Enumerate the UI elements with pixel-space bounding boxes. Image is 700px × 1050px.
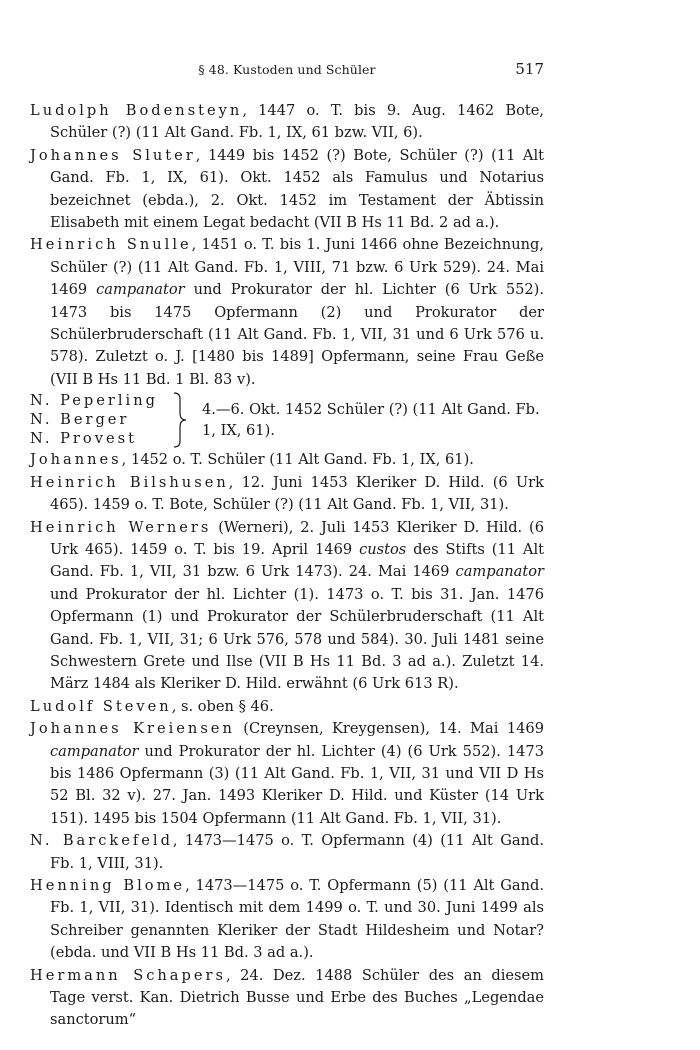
- entry-text: , 1473—1475 o. T. Opfermann (5) (11 Alt Gand. Fb. 1, VII, 31). Identisch mit dem 1499 o. T. und 30. Juni 1499 als Schreiber genannten Kleriker der Stadt Hildesheim und Notar? (ebda. und VII B Hs 11 Bd. 3 ad a.).: [50, 877, 544, 962]
- entry-name: Johannes: [30, 451, 122, 469]
- entry-name: Hermann Schapers: [30, 966, 226, 984]
- entry-text: , 12. Juni 1453 Kleriker D. Hild. (6 Urk 465). 1459 o. T. Bote, Schüler (?) (11 Alt Gand. Fb. 1, VII, 31).: [50, 473, 544, 514]
- brace-icon: [170, 391, 202, 449]
- grouped-entries: [30, 391, 544, 449]
- entry-heinrich-werners: [30, 517, 544, 696]
- entry-heinrich-snulle: [30, 234, 544, 391]
- entry-n-barckefeld: [30, 830, 544, 875]
- entry-italic-term: campanator: [50, 742, 139, 760]
- entry-text: (Werneri), 2. Juli 1453 Kleriker D. Hild. (6 Urk 465). 1459 o. T. bis 19. April 1469: [50, 518, 544, 558]
- entry-text: , 1452 o. T. Schüler (11 Alt Gand. Fb. 1, IX, 61).: [121, 451, 474, 469]
- group-names: [30, 391, 168, 448]
- entry-johannes: [30, 449, 544, 471]
- entry-text: und Prokurator der hl. Lichter (1). 1473 o. T. bis 31. Jan. 1476 Opfermann (1) und Prokurator der Schülerbruderschaft (11 Alt Gand. Fb. 1, VII, 31; 6 Urk 576, 578 und 584). 30. Juli 1481 seine Schwestern Grete und Ilse (VII B Hs 11 Bd. 3 ad a.). Zuletzt 14. März 1484 als Kleriker D. Hild. erwähnt (6 Urk 613 R).: [50, 585, 544, 693]
- entry-text: und Prokurator der hl. Lichter (4) (6 Urk 552). 1473 bis 1486 Opfermann (3) (11 Alt Gand. Fb. 1, VII, 31 und VII D Hs 52 Bl. 32 v). 27. Jan. 1493 Kleriker D. Hild. und Küster (14 Urk 151). 1495 bis 1504 Opfermann (11 Alt Gand. Fb. 1, VII, 31).: [50, 742, 544, 827]
- entry-text: , 1451 o. T. bis 1. Juni 1466 ohne Bezeichnung, Schüler (?) (11 Alt Gand. Fb. 1, VIII, 71 bzw. 6 Urk 529). 24. Mai 1469: [50, 236, 544, 299]
- entry-name: Heinrich Werners: [30, 518, 212, 536]
- entry-name: N. Barckefeld: [30, 832, 173, 850]
- entry-text: , 24. Dez. 1488 Schüler des an diesem Tage verst. Kan. Dietrich Busse und Erbe des Buches „Legendae sanctorum“: [50, 966, 545, 1029]
- entry-heinrich-bilshusen: [30, 472, 544, 517]
- page-body: [30, 100, 544, 1032]
- entry-name: Heinrich Snulle: [30, 236, 192, 254]
- page-number: 517: [515, 60, 544, 78]
- entry-text: (Creynsen, Kreygensen), 14. Mai 1469: [234, 720, 544, 738]
- entry-name: Johannes Sluter: [30, 146, 196, 164]
- entry-text: , 1449 bis 1452 (?) Bote, Schüler (?) (11 Alt Gand. Fb. 1, IX, 61). Okt. 1452 als Famulus und Notarius bezeichnet (ebda.), 2. Okt. 1452 im Testament der Äbtissin Elisabeth mit einem Legat bedacht (VII B Hs 11 Bd. 2 ad a.).: [50, 146, 545, 232]
- group-name-peperling: N. Peperling: [30, 392, 158, 410]
- entry-johannes-kreiensen: [30, 718, 544, 830]
- entry-name: Heinrich Bilshusen: [30, 473, 229, 491]
- entry-name: Ludolf Steven: [30, 697, 172, 715]
- entry-johannes-sluter: [30, 145, 544, 235]
- entry-text: des Stifts (11 Alt Gand. Fb. 1, VII, 31 bzw. 6 Urk 1473). 24. Mai 1469: [50, 540, 544, 581]
- entry-hermann-schapers: [30, 965, 544, 1032]
- entry-text: , 1447 o. T. bis 9. Aug. 1462 Bote, Schüler (?) (11 Alt Gand. Fb. 1, IX, 61 bzw. VII, 6).: [50, 102, 544, 142]
- entry-name: Henning Blome: [30, 877, 186, 894]
- entry-name: Ludolph Bodensteyn: [30, 102, 243, 119]
- group-name-provest: N. Provest: [30, 430, 137, 448]
- entry-italic-term: campanator: [96, 281, 185, 299]
- group-name-berger: N. Berger: [30, 411, 130, 429]
- running-title: § 48. Kustoden und Schüler: [198, 62, 376, 77]
- entry-italic-term: campanator: [455, 563, 544, 581]
- entry-ludolf-steven: [30, 696, 544, 718]
- entry-text: und Prokurator der hl. Lichter (6 Urk 552). 1473 bis 1475 Opfermann (2) und Prokurator der Schülerbruderschaft (11 Alt Gand. Fb. 1, VII, 31 und 6 Urk 576 u. 578). Zuletzt o. J. [1480 bis 1489] Opfermann, seine Frau Geße (VII B Hs 11 Bd. 1 Bl. 83 v).: [50, 281, 545, 388]
- entry-ludolph-bodensteyn: [30, 100, 544, 145]
- entry-name: Johannes Kreiensen: [30, 720, 235, 738]
- entry-text: , s. oben § 46.: [171, 697, 274, 715]
- group-text: 4.—6. Okt. 1452 Schüler (?) (11 Alt Gand. Fb. 1, IX, 61).: [202, 401, 540, 440]
- entry-henning-blome: [30, 875, 544, 965]
- entry-italic-term: custos: [359, 540, 407, 558]
- entry-text: , 1473—1475 o. T. Opfermann (4) (11 Alt Gand. Fb. 1, VIII, 31).: [50, 832, 544, 872]
